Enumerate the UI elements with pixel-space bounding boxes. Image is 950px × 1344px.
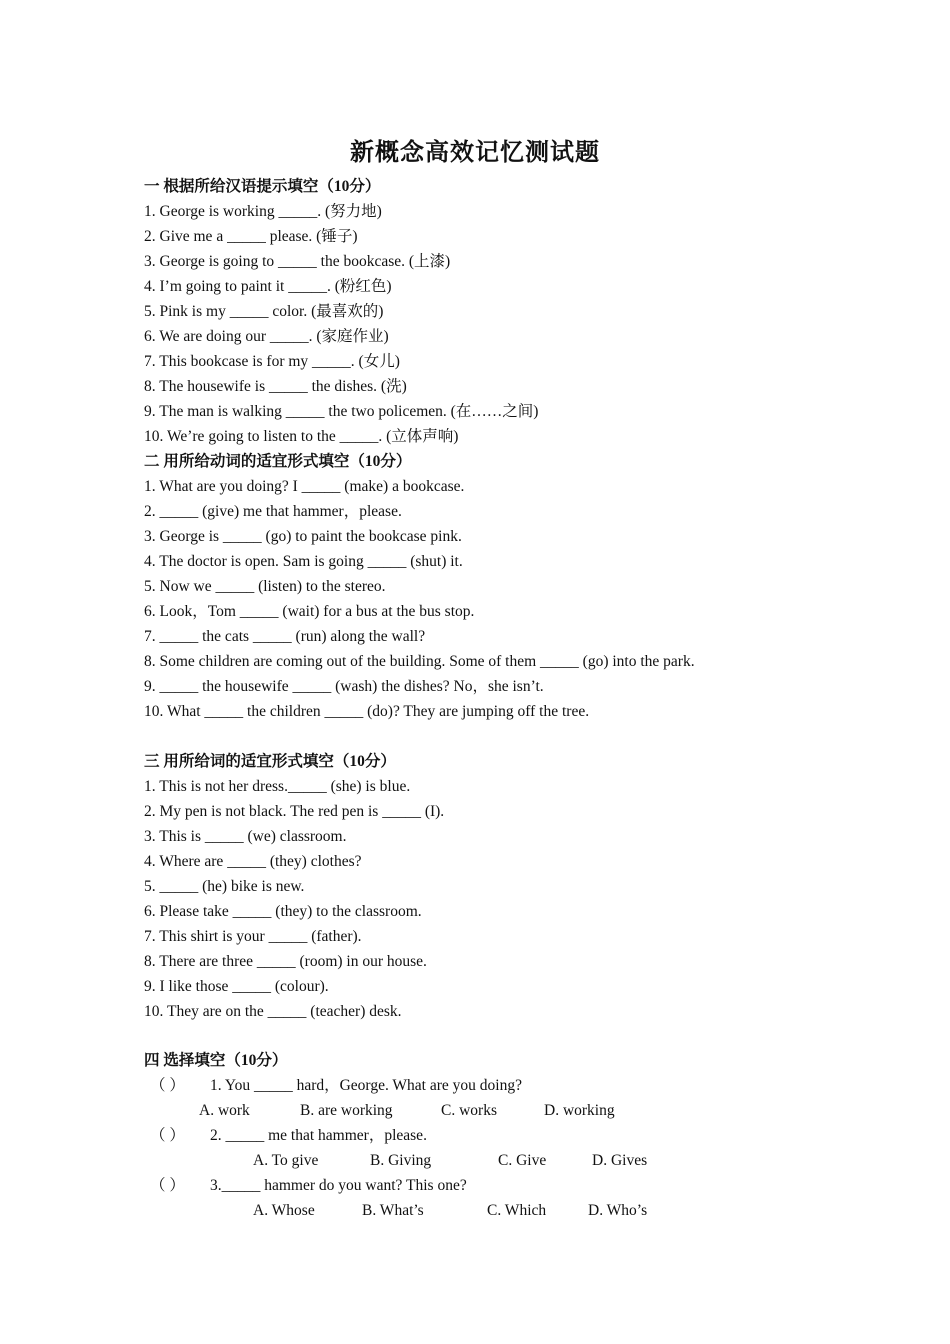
question-line: 10. We’re going to listen to the _____. (立体声响) — [144, 428, 459, 445]
question-line: 7. _____ the cats _____ (run) along the wall? — [144, 628, 426, 645]
question-line: 10. What _____ the children _____ (do)? They are jumping off the tree. — [144, 703, 590, 720]
question-line: 6. We are doing our _____. (家庭作业) — [144, 328, 389, 345]
question-line: 3. George is _____ (go) to paint the bookcase pink. — [144, 528, 462, 545]
question-line: 9. I like those _____ (colour). — [144, 977, 329, 995]
question-line: 10. They are on the _____ (teacher) desk. — [144, 1002, 402, 1020]
question-line: 7. This shirt is your _____ (father). — [144, 927, 362, 945]
page-title: 新概念高效记忆测试题 — [350, 140, 600, 166]
question-line: 8. Some children are coming out of the building. Some of them _____ (go) into the park. — [144, 653, 695, 670]
question-stem: 1. You _____ hard，George. What are you doing? — [210, 1077, 522, 1094]
question-line: 9. The man is walking _____ the two policemen. (在……之间) — [144, 403, 539, 420]
section-heading: 二 用所给动词的适宜形式填空（10分） — [144, 453, 412, 470]
spacer — [144, 1024, 864, 1049]
option-a: A. Whose — [253, 1202, 315, 1219]
document-body — [144, 174, 864, 1223]
section-3 — [144, 749, 864, 1024]
option-b: B. are working — [300, 1102, 393, 1119]
question-line: 5. Now we _____ (listen) to the stereo. — [144, 578, 386, 595]
question-line: 5. _____ (he) bike is new. — [144, 877, 305, 895]
choice-question — [144, 1173, 864, 1198]
option-d: D. Gives — [592, 1152, 648, 1169]
section-heading: 三 用所给词的适宜形式填空（10分） — [144, 752, 396, 770]
question-line: 1. What are you doing? I _____ (make) a bookcase. — [144, 478, 465, 495]
section-heading: 一 根据所给汉语提示填空（10分） — [144, 178, 381, 195]
option-b: B. Giving — [370, 1152, 432, 1169]
section-4 — [144, 1048, 864, 1223]
option-c: C. Which — [487, 1202, 547, 1219]
option-row — [144, 1098, 864, 1123]
question-line: 3. This is _____ (we) classroom. — [144, 827, 347, 845]
question-line: 2. _____ (give) me that hammer，please. — [144, 503, 402, 520]
option-b: B. What’s — [362, 1202, 424, 1219]
spacer — [144, 724, 864, 749]
question-line: 2. Give me a _____ please. (锤子) — [144, 228, 358, 245]
question-line: 1. This is not her dress._____ (she) is blue. — [144, 777, 411, 795]
option-row — [144, 1148, 864, 1173]
choice-question — [144, 1123, 864, 1148]
question-line: 7. This bookcase is for my _____. (女儿) — [144, 353, 400, 370]
question-stem: 2. _____ me that hammer，please. — [210, 1127, 427, 1144]
section-2 — [144, 449, 864, 724]
section-1 — [144, 174, 864, 449]
question-line: 3. George is going to _____ the bookcase. (上漆) — [144, 253, 451, 270]
question-line: 4. Where are _____ (they) clothes? — [144, 852, 362, 870]
question-line: 4. I’m going to paint it _____. (粉红色) — [144, 278, 392, 295]
option-a: A. work — [199, 1102, 250, 1119]
question-line: 8. There are three _____ (room) in our house. — [144, 952, 427, 970]
question-line: 6. Please take _____ (they) to the classroom. — [144, 902, 422, 920]
question-line: 1. George is working _____. (努力地) — [144, 203, 382, 220]
answer-blank[interactable]: （ ） — [150, 1127, 185, 1144]
question-line: 6. Look，Tom _____ (wait) for a bus at the bus stop. — [144, 603, 475, 620]
question-line: 5. Pink is my _____ color. (最喜欢的) — [144, 303, 384, 320]
question-line: 8. The housewife is _____ the dishes. (洗) — [144, 378, 407, 395]
option-c: C. Give — [498, 1152, 547, 1169]
answer-blank[interactable]: （ ） — [150, 1077, 185, 1094]
question-line: 9. _____ the housewife _____ (wash) the dishes? No，she isn’t. — [144, 678, 544, 695]
question-stem: 3._____ hammer do you want? This one? — [210, 1177, 467, 1194]
section-heading: 四 选择填空（10分） — [144, 1052, 288, 1069]
question-line: 2. My pen is not black. The red pen is _____ (I). — [144, 802, 445, 820]
question-line: 4. The doctor is open. Sam is going _____ (shut) it. — [144, 553, 463, 570]
option-a: A. To give — [253, 1152, 319, 1169]
choice-question — [144, 1073, 864, 1098]
option-d: D. working — [544, 1102, 615, 1119]
answer-blank[interactable]: （ ） — [150, 1177, 185, 1194]
option-d: D. Who’s — [588, 1202, 648, 1219]
option-row — [144, 1198, 864, 1223]
option-c: C. works — [441, 1102, 497, 1119]
